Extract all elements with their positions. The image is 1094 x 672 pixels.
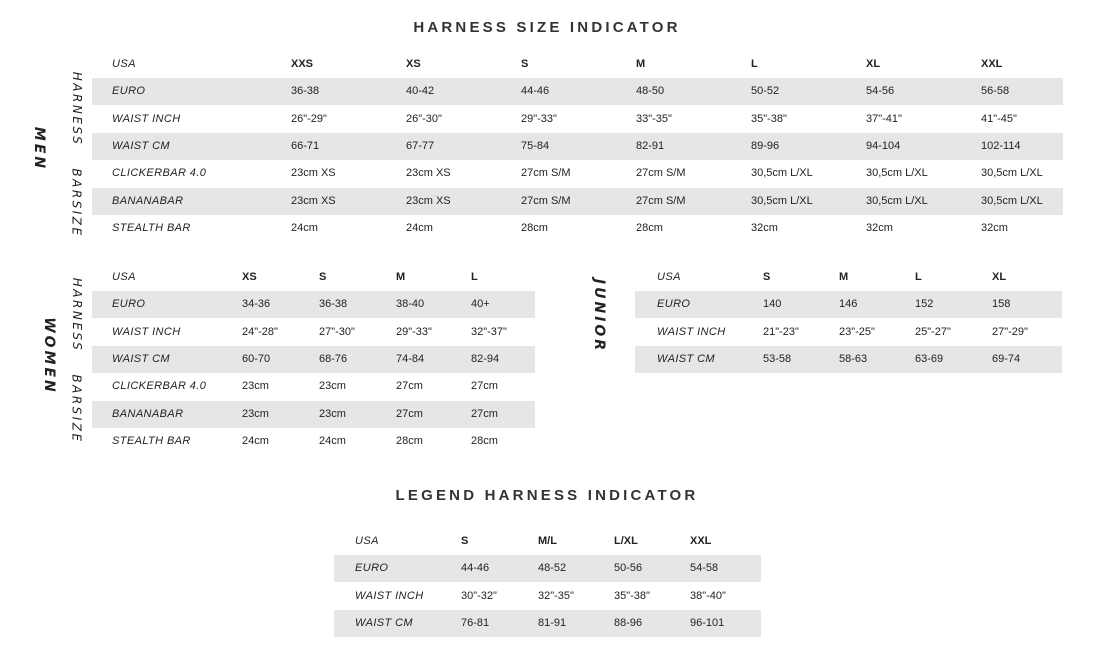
table-cell: 88-96: [614, 616, 643, 629]
table-cell: 23cm: [319, 407, 346, 420]
table-row: [635, 346, 1062, 373]
table-cell: 96-101: [690, 616, 725, 629]
table-cell: 32cm: [981, 221, 1008, 234]
table-header-row: [334, 528, 761, 555]
table-cell: 63-69: [915, 352, 944, 365]
table-cell: 35"-38": [614, 589, 650, 602]
size-heading: M: [839, 271, 849, 283]
table-cell: 67-77: [406, 139, 435, 152]
size-heading: L/XL: [614, 535, 638, 547]
table-cell: 152: [915, 298, 934, 311]
table-cell: 82-94: [471, 352, 500, 365]
table-cell: 60-70: [242, 352, 271, 365]
row-label: CLICKERBAR 4.0: [112, 167, 207, 180]
row-label: WAIST INCH: [112, 325, 181, 338]
table-cell: 140: [763, 298, 782, 311]
table-cell: 34-36: [242, 298, 271, 311]
table-cell: 27cm: [471, 407, 498, 420]
table-row: [635, 319, 1062, 346]
table-cell: 58-63: [839, 352, 868, 365]
table-cell: 75-84: [521, 139, 550, 152]
row-label: WAIST CM: [355, 616, 413, 629]
size-heading: M: [396, 271, 406, 283]
size-heading: XS: [242, 271, 257, 283]
table-cell: 27cm S/M: [521, 167, 571, 180]
table-cell: 53-58: [763, 352, 792, 365]
row-label: EURO: [355, 562, 389, 575]
table-header-row: [92, 51, 1063, 78]
table-cell: 35"-38": [751, 112, 787, 125]
row-label: EURO: [657, 298, 691, 311]
table-row: [92, 291, 535, 318]
table-cell: 27"-30": [319, 325, 355, 338]
table-cell: 89-96: [751, 139, 780, 152]
row-label: USA: [355, 535, 379, 547]
table-row: [92, 373, 535, 400]
table-cell: 44-46: [521, 85, 550, 98]
table-cell: 54-58: [690, 562, 719, 575]
women-section-label: WOMEN: [40, 317, 57, 395]
table-cell: 41"-45": [981, 112, 1017, 125]
table-cell: 36-38: [291, 85, 320, 98]
table-cell: 24cm: [242, 434, 269, 447]
men-section-label: MEN: [31, 126, 48, 172]
table-cell: 30,5cm L/XL: [866, 167, 928, 180]
table-cell: 24"-28": [242, 325, 278, 338]
table-cell: 29"-33": [396, 325, 432, 338]
size-heading: XL: [866, 58, 881, 70]
size-heading: XXL: [981, 58, 1003, 70]
size-heading: L: [751, 58, 758, 70]
table-row: [92, 106, 1063, 133]
row-label: WAIST INCH: [355, 589, 424, 602]
table-cell: 23cm XS: [406, 167, 451, 180]
table-row: [92, 78, 1063, 105]
table-cell: 24cm: [406, 221, 433, 234]
table-cell: 32cm: [866, 221, 893, 234]
row-label: STEALTH BAR: [112, 434, 191, 447]
table-cell: 146: [839, 298, 858, 311]
table-cell: 28cm: [471, 434, 498, 447]
row-label: WAIST CM: [112, 139, 170, 152]
table-cell: 102-114: [981, 139, 1021, 152]
size-heading: L: [471, 271, 478, 283]
table-row: [92, 319, 535, 346]
table-cell: 32cm: [751, 221, 778, 234]
table-cell: 56-58: [981, 85, 1010, 98]
table-cell: 23cm XS: [406, 194, 451, 207]
table-cell: 28cm: [396, 434, 423, 447]
table-cell: 30,5cm L/XL: [751, 167, 813, 180]
table-cell: 27cm: [471, 380, 498, 393]
table-cell: 38"-40": [690, 589, 726, 602]
table-cell: 27cm: [396, 407, 423, 420]
table-cell: 27cm S/M: [636, 194, 686, 207]
row-label: WAIST INCH: [657, 325, 726, 338]
table-cell: 27cm: [396, 380, 423, 393]
row-label: WAIST INCH: [112, 112, 181, 125]
table-row: [334, 555, 761, 582]
table-cell: 94-104: [866, 139, 901, 152]
table-cell: 36-38: [319, 298, 348, 311]
row-label: USA: [112, 58, 136, 70]
men-harness-label: HARNESS: [70, 71, 85, 147]
table-cell: 82-91: [636, 139, 665, 152]
table-cell: 76-81: [461, 616, 490, 629]
table-cell: 48-50: [636, 85, 665, 98]
size-heading: XL: [992, 271, 1007, 283]
table-cell: 30,5cm L/XL: [981, 167, 1043, 180]
table-cell: 48-52: [538, 562, 567, 575]
table-cell: 74-84: [396, 352, 425, 365]
row-label: WAIST CM: [657, 352, 715, 365]
page-title: HARNESS SIZE INDICATOR: [413, 19, 681, 36]
table-cell: 66-71: [291, 139, 320, 152]
men-barsize-label: BARSIZE: [69, 168, 84, 238]
table-cell: 30"-32": [461, 589, 497, 602]
row-label: WAIST CM: [112, 352, 170, 365]
table-cell: 68-76: [319, 352, 348, 365]
table-cell: 30,5cm L/XL: [981, 194, 1043, 207]
table-cell: 26"-30": [406, 112, 442, 125]
table-cell: 23"-25": [839, 325, 875, 338]
size-heading: XXS: [291, 58, 314, 70]
size-heading: M/L: [538, 535, 557, 547]
row-label: BANANABAR: [112, 194, 184, 207]
table-cell: 30,5cm L/XL: [866, 194, 928, 207]
size-heading: S: [319, 271, 327, 283]
table-row: [92, 133, 1063, 160]
table-cell: 23cm: [242, 407, 269, 420]
row-label: USA: [112, 271, 136, 283]
table-cell: 27cm S/M: [521, 194, 571, 207]
table-cell: 37"-41": [866, 112, 902, 125]
row-label: BANANABAR: [112, 407, 184, 420]
table-row: [334, 583, 761, 610]
size-heading: S: [763, 271, 771, 283]
size-heading: S: [461, 535, 469, 547]
legend-title: LEGEND HARNESS INDICATOR: [395, 487, 699, 504]
table-row: [92, 160, 1063, 187]
women-harness-label: HARNESS: [70, 277, 85, 353]
row-label: USA: [657, 271, 681, 283]
table-cell: 33"-35": [636, 112, 672, 125]
table-cell: 21"-23": [763, 325, 799, 338]
size-heading: M: [636, 58, 646, 70]
table-header-row: [635, 264, 1062, 291]
row-label: STEALTH BAR: [112, 221, 191, 234]
row-label: EURO: [112, 85, 146, 98]
table-cell: 23cm: [319, 380, 346, 393]
table-cell: 38-40: [396, 298, 425, 311]
table-cell: 81-91: [538, 616, 567, 629]
table-row: [334, 610, 761, 637]
table-cell: 24cm: [319, 434, 346, 447]
table-row: [92, 401, 535, 428]
table-cell: 30,5cm L/XL: [751, 194, 813, 207]
table-cell: 44-46: [461, 562, 490, 575]
size-heading: L: [915, 271, 922, 283]
table-cell: 23cm: [242, 380, 269, 393]
table-cell: 32"-37": [471, 325, 507, 338]
table-cell: 54-56: [866, 85, 895, 98]
table-row: [92, 215, 1063, 242]
table-cell: 40-42: [406, 85, 435, 98]
table-row: [635, 291, 1062, 318]
table-row: [92, 428, 535, 455]
table-cell: 69-74: [992, 352, 1021, 365]
row-label: CLICKERBAR 4.0: [112, 380, 207, 393]
women-barsize-label: BARSIZE: [69, 374, 84, 444]
table-row: [92, 188, 1063, 215]
table-cell: 23cm XS: [291, 194, 336, 207]
table-cell: 28cm: [636, 221, 663, 234]
table-cell: 25"-27": [915, 325, 951, 338]
table-cell: 27"-29": [992, 325, 1028, 338]
table-cell: 50-56: [614, 562, 643, 575]
table-cell: 40+: [471, 298, 490, 311]
size-heading: XXL: [690, 535, 712, 547]
table-cell: 29"-33": [521, 112, 557, 125]
table-cell: 24cm: [291, 221, 318, 234]
junior-section-label: JUNIOR: [591, 278, 608, 354]
size-heading: S: [521, 58, 529, 70]
table-cell: 158: [992, 298, 1011, 311]
table-cell: 26"-29": [291, 112, 327, 125]
table-row: [92, 346, 535, 373]
row-label: EURO: [112, 298, 146, 311]
table-cell: 27cm S/M: [636, 167, 686, 180]
size-heading: XS: [406, 58, 421, 70]
table-cell: 28cm: [521, 221, 548, 234]
table-cell: 23cm XS: [291, 167, 336, 180]
table-cell: 50-52: [751, 85, 780, 98]
table-header-row: [92, 264, 535, 291]
table-cell: 32"-35": [538, 589, 574, 602]
